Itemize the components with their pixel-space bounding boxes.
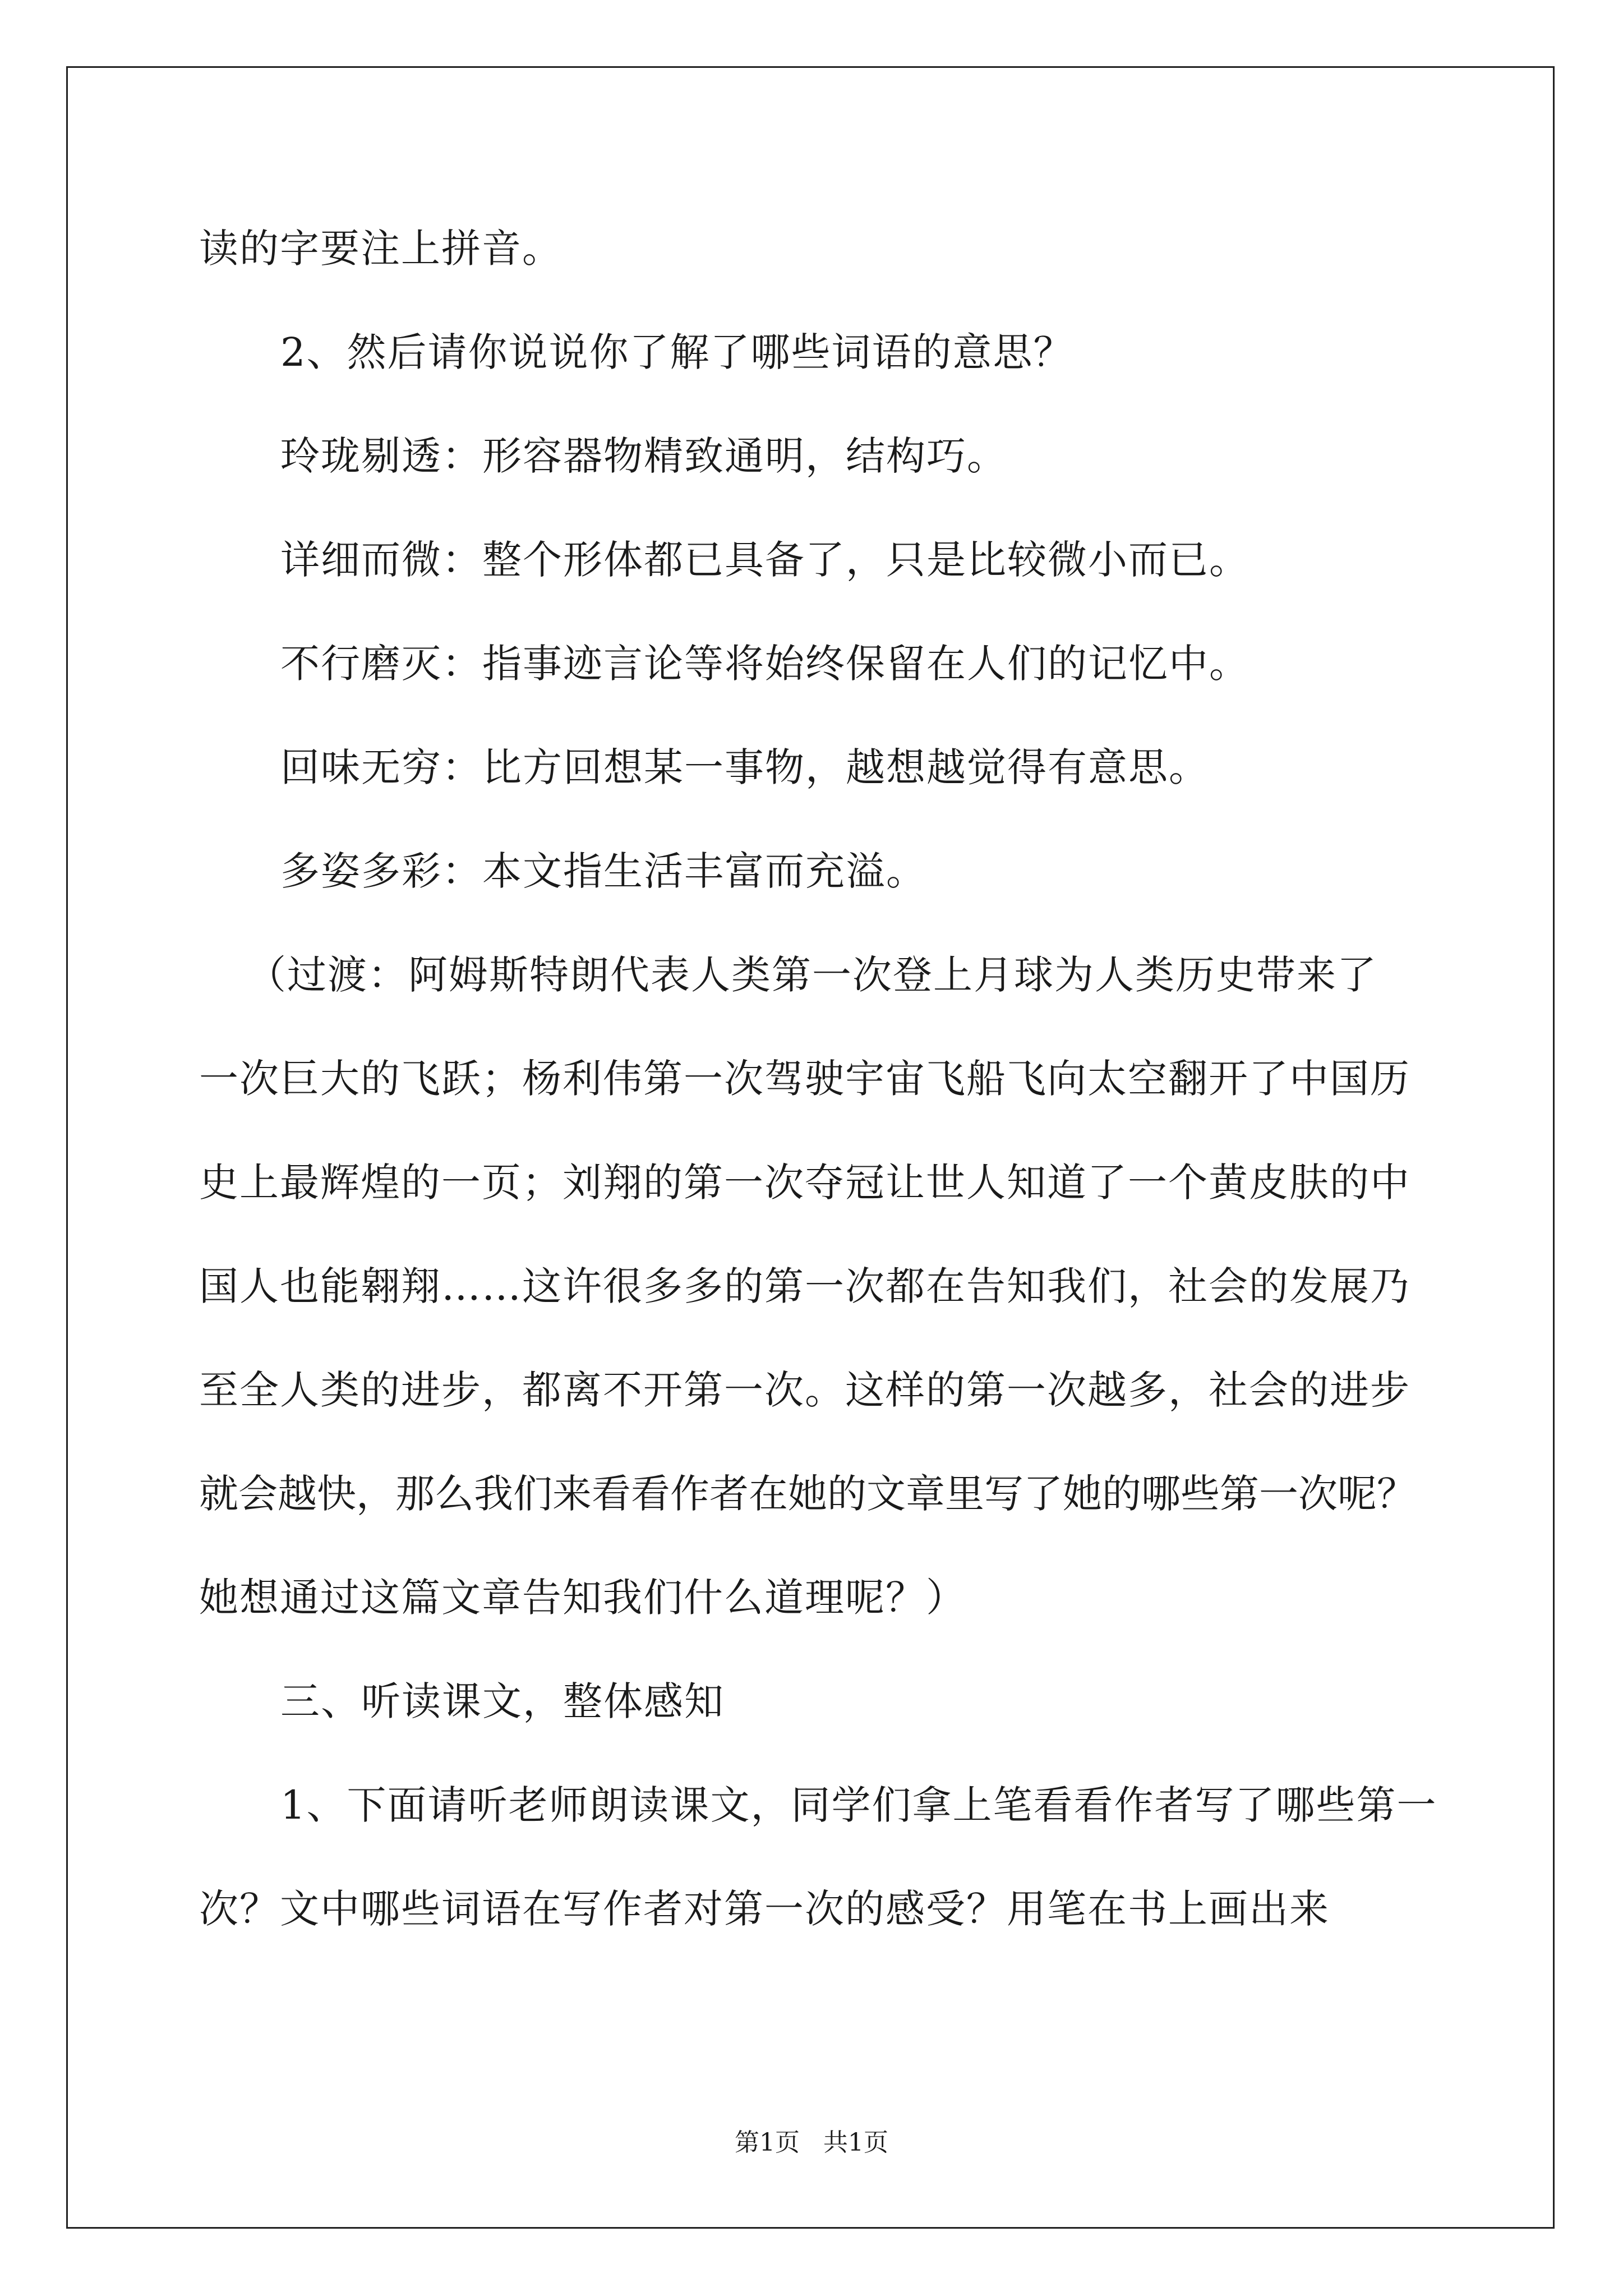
text-line-7: 多姿多彩：本文指生活丰富而充溢。 (280, 848, 926, 894)
text-line-5: 不行磨灭：指事迹言论等将始终保留在人们的记忆中。 (280, 641, 1249, 687)
text-line-4: 详细而微：整个形体都已具备了，只是比较微小而已。 (280, 537, 1249, 583)
text-line-8: （过渡：阿姆斯特朗代表人类第一次登上月球为人类历史带来了 (247, 952, 1377, 998)
page-footer: 第1页 共1页 (735, 2128, 888, 2157)
text-line-9: 一次巨大的飞跃；杨利伟第一次驾驶宇宙飞船飞向太空翻开了中国历 (199, 1056, 1410, 1102)
text-line-12: 至全人类的进步，都离不开第一次。这样的第一次越多，社会的进步 (199, 1367, 1410, 1413)
text-line-6: 回味无穷：比方回想某一事物，越想越觉得有意思。 (280, 744, 1209, 790)
text-line-17: 次？文中哪些词语在写作者对第一次的感受？用笔在书上画出来 (199, 1886, 1330, 1932)
text-line-3: 玲珑剔透：形容器物精致通明，结构巧。 (280, 433, 1007, 479)
text-line-16: 1、下面请听老师朗读课文，同学们拿上笔看看作者写了哪些第一 (280, 1782, 1437, 1828)
section-heading: 三、听读课文，整体感知 (280, 1678, 725, 1724)
text-line-10: 史上最辉煌的一页；刘翔的第一次夺冠让世人知道了一个黄皮肤的中 (199, 1159, 1410, 1205)
text-line-2: 2、然后请你说说你了解了哪些词语的意思？ (280, 329, 1074, 375)
text-line-13: 就会越快，那么我们来看看作者在她的文章里写了她的哪些第一次呢？ (199, 1471, 1416, 1517)
text-line-14: 她想通过这篇文章告知我们什么道理呢？） (199, 1575, 966, 1621)
text-line-1: 读的字要注上拼音。 (199, 226, 562, 272)
text-line-11: 国人也能翱翔……这许很多多的第一次都在告知我们，社会的发展乃 (199, 1263, 1410, 1309)
